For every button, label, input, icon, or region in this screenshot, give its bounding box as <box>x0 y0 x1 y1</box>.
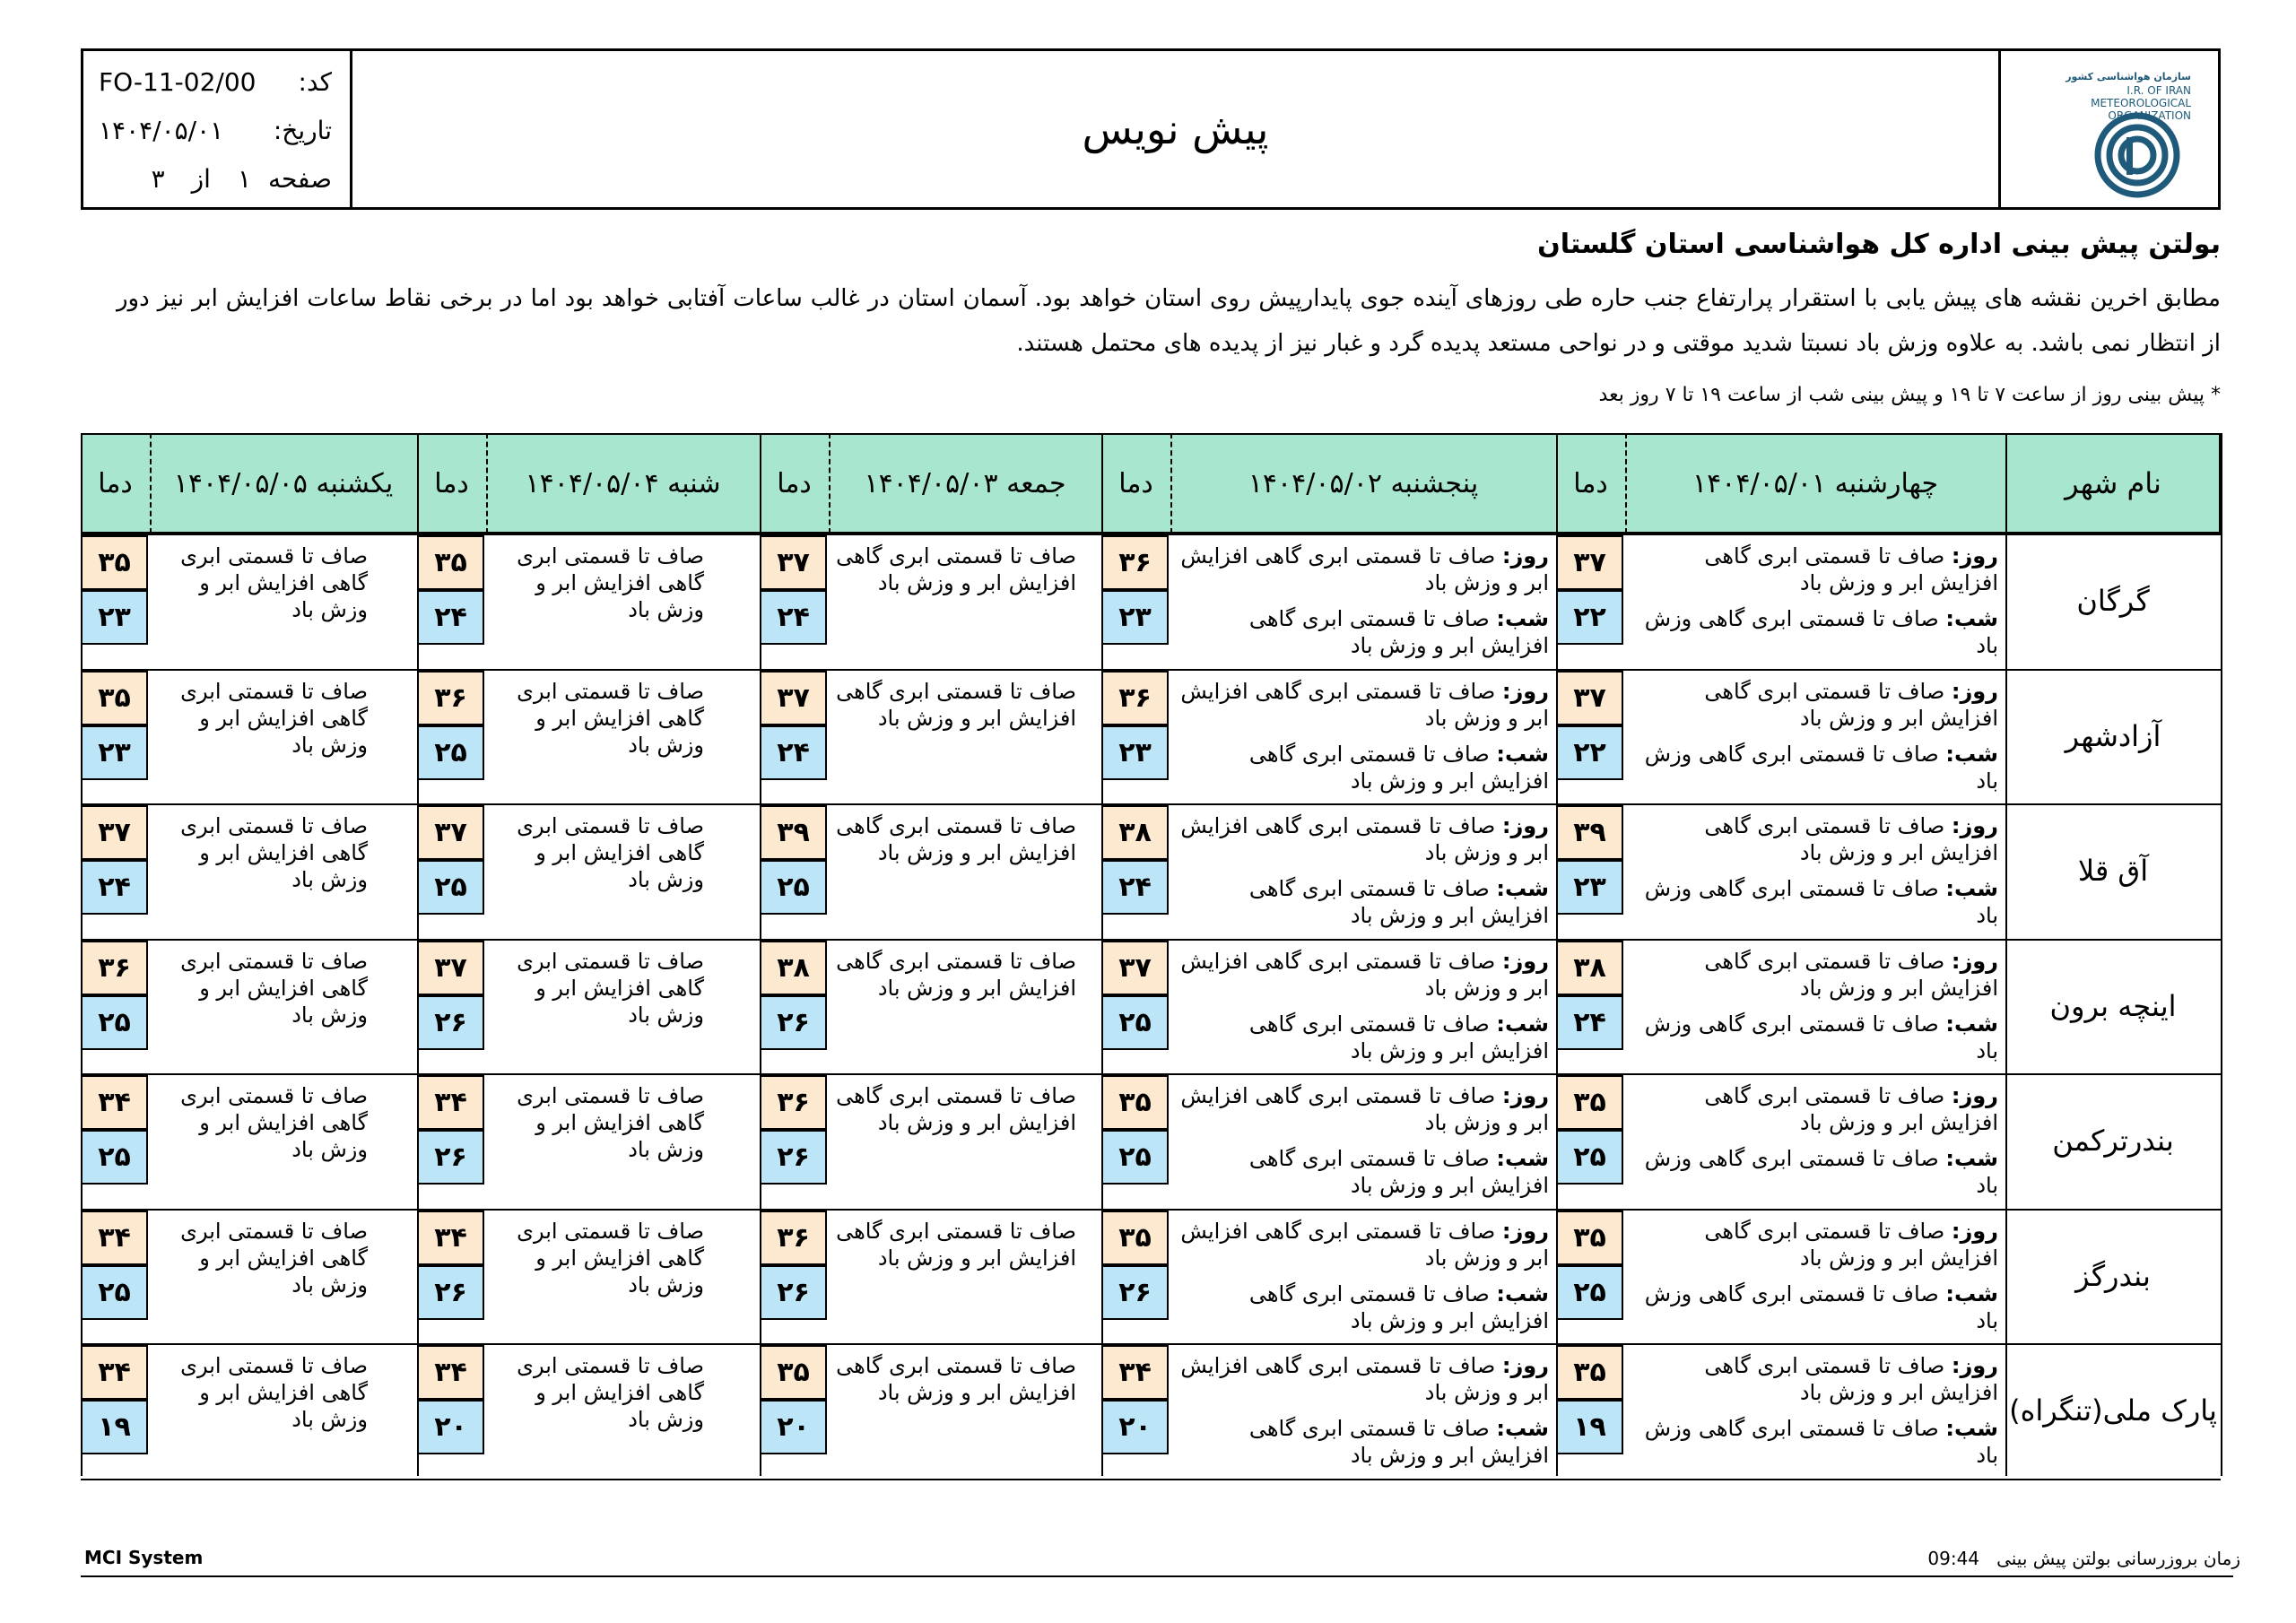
min-temp-cell: ۲۵ <box>1101 1130 1169 1185</box>
min-temp-cell: ۲۴ <box>81 860 148 915</box>
max-temp-cell: ۳۷ <box>417 941 484 995</box>
day-1-temp-header: دما <box>1573 467 1608 499</box>
day-label: روز: <box>1951 948 1998 974</box>
day-forecast-value: صاف تا قسمتی ابری گاهی افزایش ابر و وزش باد <box>1180 948 1549 1001</box>
max-temp-cell: ۳۴ <box>81 1345 148 1400</box>
min-temp-cell: ۲۴ <box>760 725 827 780</box>
night-forecast-text <box>1178 741 1549 794</box>
night-label: شب: <box>1945 606 1998 631</box>
min-temp-cell: ۱۹ <box>81 1400 148 1454</box>
max-temp-cell: ۳۴ <box>417 1211 484 1265</box>
min-temp-cell: ۲۵ <box>417 860 484 915</box>
max-temp-cell: ۳۵ <box>1556 1075 1623 1130</box>
min-temp-cell: ۲۶ <box>417 995 484 1050</box>
forecast-text: صاف تا قسمتی ابری گاهی افزایش ابر و وزش باد <box>180 813 368 892</box>
night-forecast-value: صاف تا قسمتی ابری گاهی افزایش ابر و وزش باد <box>1248 741 1549 794</box>
min-temp-cell: ۲۲ <box>1556 590 1623 645</box>
city-name: گرگان <box>2076 584 2150 619</box>
forecast-text: صاف تا قسمتی ابری گاهی افزایش ابر و وزش باد <box>517 813 704 892</box>
max-temp-cell: ۳۸ <box>1101 805 1169 860</box>
forecast-text: صاف تا قسمتی ابری گاهی افزایش ابر و وزش باد <box>836 543 1076 595</box>
day-5-header-divider <box>150 433 152 534</box>
day-4-header: شنبه ۱۴۰۴/۰۵/۰۴ <box>525 467 721 499</box>
code-value: FO-11-02/00 <box>99 66 257 97</box>
min-temp-cell: ۲۶ <box>1101 1265 1169 1320</box>
max-temp-cell: ۳۸ <box>760 941 827 995</box>
city-name: آزادشهر <box>2065 718 2161 753</box>
min-temp-cell: ۲۵ <box>1101 995 1169 1050</box>
max-temp-cell: ۳۶ <box>81 941 148 995</box>
day-forecast-text <box>1178 1218 1549 1271</box>
night-forecast-value: صاف تا قسمتی ابری گاهی وزش باد <box>1644 876 1998 928</box>
meteorological-organization-logo <box>2021 62 2200 198</box>
forecast-table <box>81 433 2221 1476</box>
night-label: شب: <box>1945 741 1998 767</box>
code-row <box>99 64 332 100</box>
max-temp-cell: ۳۴ <box>1101 1345 1169 1400</box>
day-4-header-divider <box>486 433 488 534</box>
day-3-header-divider <box>829 433 831 534</box>
min-temp-cell: ۲۳ <box>81 725 148 780</box>
max-temp-cell: ۳۹ <box>760 805 827 860</box>
footer-update-time: 09:44 <box>1927 1548 1980 1569</box>
night-label: شب: <box>1496 606 1549 631</box>
max-temp-cell: ۳۴ <box>417 1345 484 1400</box>
min-temp-cell: ۲۶ <box>417 1265 484 1320</box>
table-bottom-rule <box>81 1479 2221 1480</box>
day-forecast-text <box>1178 542 1549 596</box>
night-forecast-text <box>1178 1415 1549 1469</box>
page-current: ۱ <box>237 163 251 194</box>
day-forecast-text <box>1178 678 1549 732</box>
min-temp-cell: ۱۹ <box>1556 1400 1623 1454</box>
day-label: روز: <box>1501 543 1549 568</box>
table-top-rule <box>81 433 2221 435</box>
footer-update <box>1927 1548 2240 1569</box>
min-temp-cell: ۲۲ <box>1556 725 1623 780</box>
min-temp-cell: ۲۰ <box>760 1400 827 1454</box>
city-name: آق قلا <box>2077 854 2149 889</box>
min-temp-cell: ۲۴ <box>1556 995 1623 1050</box>
max-temp-cell: ۳۴ <box>417 1075 484 1130</box>
max-temp-cell: ۳۵ <box>1556 1211 1623 1265</box>
min-temp-cell: ۲۵ <box>1556 1265 1623 1320</box>
day-forecast-value: صاف تا قسمتی ابری گاهی افزایش ابر و وزش باد <box>1180 678 1549 731</box>
min-temp-cell: ۲۳ <box>1101 590 1169 645</box>
forecast-text: صاف تا قسمتی ابری گاهی افزایش ابر و وزش باد <box>517 1218 704 1298</box>
city-column-header: نام شهر <box>2065 466 2161 500</box>
code-label: کد: <box>298 66 332 97</box>
day-forecast-text <box>1632 1082 1998 1136</box>
day-forecast-value: صاف تا قسمتی ابری گاهی افزایش ابر و وزش باد <box>1704 1218 1998 1271</box>
max-temp-cell: ۳۵ <box>760 1345 827 1400</box>
day-3-temp-header: دما <box>777 467 812 499</box>
max-temp-cell: ۳۵ <box>1101 1075 1169 1130</box>
night-forecast-text <box>1632 1145 1998 1199</box>
max-temp-cell: ۳۵ <box>417 535 484 590</box>
forecast-text: صاف تا قسمتی ابری گاهی افزایش ابر و وزش باد <box>517 1353 704 1432</box>
page-of: از <box>191 163 211 194</box>
forecast-text: صاف تا قسمتی ابری گاهی افزایش ابر و وزش باد <box>517 948 704 1028</box>
forecast-text: صاف تا قسمتی ابری گاهی افزایش ابر و وزش باد <box>517 678 704 758</box>
night-label: شب: <box>1945 1280 1998 1306</box>
forecast-text: صاف تا قسمتی ابری گاهی افزایش ابر و وزش باد <box>180 678 368 758</box>
max-temp-cell: ۳۷ <box>81 805 148 860</box>
max-temp-cell: ۳۴ <box>81 1075 148 1130</box>
day-5-header: یکشنبه ۱۴۰۴/۰۵/۰۵ <box>173 467 394 499</box>
day-1-header: چهارشنبه ۱۴۰۴/۰۵/۰۱ <box>1692 467 1938 499</box>
night-forecast-value: صاف تا قسمتی ابری گاهی وزش باد <box>1644 1280 1998 1333</box>
page-number <box>152 164 251 194</box>
max-temp-cell: ۳۶ <box>1101 535 1169 590</box>
night-forecast-text <box>1178 1280 1549 1334</box>
min-temp-cell: ۲۵ <box>1556 1130 1623 1185</box>
day-forecast-value: صاف تا قسمتی ابری گاهی افزایش ابر و وزش باد <box>1180 1353 1549 1405</box>
table-vertical-rule <box>2221 433 2222 1476</box>
date-value: ۱۴۰۴/۰۵/۰۱ <box>99 115 224 145</box>
night-forecast-value: صاف تا قسمتی ابری گاهی وزش باد <box>1644 1416 1998 1468</box>
city-name: پارک ملی(تنگراه) <box>2009 1393 2217 1428</box>
max-temp-cell: ۳۶ <box>760 1211 827 1265</box>
max-temp-cell: ۳۵ <box>81 535 148 590</box>
night-forecast-value: صاف تا قسمتی ابری گاهی افزایش ابر و وزش باد <box>1248 1280 1549 1333</box>
forecast-text: صاف تا قسمتی ابری گاهی افزایش ابر و وزش باد <box>836 1218 1076 1271</box>
day-forecast-text <box>1632 812 1998 866</box>
min-temp-cell: ۲۵ <box>417 725 484 780</box>
day-forecast-value: صاف تا قسمتی ابری گاهی افزایش ابر و وزش باد <box>1180 543 1549 595</box>
min-temp-cell: ۲۴ <box>1101 860 1169 915</box>
min-temp-cell: ۲۵ <box>760 860 827 915</box>
date-label: تاریخ: <box>273 115 332 145</box>
max-temp-cell: ۳۵ <box>1556 1345 1623 1400</box>
forecast-text: صاف تا قسمتی ابری گاهی افزایش ابر و وزش باد <box>836 948 1076 1001</box>
night-label: شب: <box>1496 1280 1549 1306</box>
night-label: شب: <box>1945 1416 1998 1441</box>
city-name: بندرترکمن <box>2052 1124 2174 1159</box>
footer-rule <box>81 1575 2233 1577</box>
night-forecast-text <box>1632 605 1998 659</box>
page-row <box>99 161 332 196</box>
night-forecast-value: صاف تا قسمتی ابری گاهی افزایش ابر و وزش باد <box>1248 606 1549 658</box>
night-label: شب: <box>1945 1146 1998 1171</box>
day-forecast-value: صاف تا قسمتی ابری گاهی افزایش ابر و وزش باد <box>1180 1083 1549 1135</box>
forecast-text: صاف تا قسمتی ابری گاهی افزایش ابر و وزش باد <box>517 543 704 622</box>
max-temp-cell: ۳۶ <box>1101 671 1169 725</box>
min-temp-cell: ۲۳ <box>1556 860 1623 915</box>
night-forecast-value: صاف تا قسمتی ابری گاهی افزایش ابر و وزش باد <box>1248 1011 1549 1063</box>
day-forecast-value: صاف تا قسمتی ابری گاهی افزایش ابر و وزش باد <box>1704 678 1998 731</box>
night-forecast-text <box>1632 741 1998 794</box>
night-forecast-value: صاف تا قسمتی ابری گاهی وزش باد <box>1644 741 1998 794</box>
day-label: روز: <box>1951 1083 1998 1108</box>
day-forecast-text <box>1632 1352 1998 1406</box>
day-2-header-divider <box>1170 433 1172 534</box>
max-temp-cell: ۳۷ <box>760 671 827 725</box>
max-temp-cell: ۳۷ <box>1556 535 1623 590</box>
night-label: شب: <box>1496 1146 1549 1171</box>
day-label: روز: <box>1501 1218 1549 1244</box>
day-forecast-text <box>1632 1218 1998 1271</box>
max-temp-cell: ۳۸ <box>1556 941 1623 995</box>
forecast-text: صاف تا قسمتی ابری گاهی افزایش ابر و وزش باد <box>180 1218 368 1298</box>
page-label: صفحه <box>267 163 332 194</box>
footer-system: MCI System <box>84 1547 204 1568</box>
city-name: اینچه برون <box>2049 988 2177 1023</box>
forecast-text: صاف تا قسمتی ابری گاهی افزایش ابر و وزش باد <box>836 813 1076 865</box>
day-label: روز: <box>1951 678 1998 704</box>
day-forecast-value: صاف تا قسمتی ابری گاهی افزایش ابر و وزش باد <box>1704 543 1998 595</box>
night-forecast-text <box>1632 875 1998 929</box>
min-temp-cell: ۲۵ <box>81 995 148 1050</box>
min-temp-cell: ۲۶ <box>760 995 827 1050</box>
day-forecast-text <box>1632 542 1998 596</box>
day-forecast-value: صاف تا قسمتی ابری گاهی افزایش ابر و وزش باد <box>1704 1353 1998 1405</box>
day-2-header: پنجشنبه ۱۴۰۴/۰۵/۰۲ <box>1248 467 1479 499</box>
max-temp-cell: ۳۴ <box>81 1211 148 1265</box>
day-forecast-value: صاف تا قسمتی ابری گاهی افزایش ابر و وزش باد <box>1704 1083 1998 1135</box>
night-label: شب: <box>1945 1011 1998 1037</box>
night-label: شب: <box>1945 876 1998 901</box>
min-temp-cell: ۲۴ <box>417 590 484 645</box>
max-temp-cell: ۳۵ <box>1101 1211 1169 1265</box>
footer-update-label: زمان بروزرسانی بولتن پیش بینی <box>1996 1548 2240 1569</box>
forecast-text: صاف تا قسمتی ابری گاهی افزایش ابر و وزش باد <box>517 1083 704 1162</box>
document-title: پیش نویس <box>1082 105 1269 153</box>
day-label: روز: <box>1501 1083 1549 1108</box>
night-forecast-text <box>1632 1011 1998 1064</box>
bulletin-title: بولتن پیش بینی اداره کل هواشناسی استان گلستان <box>1537 229 2221 260</box>
day-label: روز: <box>1501 948 1549 974</box>
night-forecast-text <box>1632 1415 1998 1469</box>
min-temp-cell: ۲۳ <box>81 590 148 645</box>
min-temp-cell: ۲۶ <box>760 1130 827 1185</box>
night-forecast-text <box>1632 1280 1998 1334</box>
day-forecast-value: صاف تا قسمتی ابری گاهی افزایش ابر و وزش باد <box>1180 813 1549 865</box>
night-label: شب: <box>1496 876 1549 901</box>
day-5-temp-header: دما <box>98 467 133 499</box>
day-label: روز: <box>1501 1353 1549 1378</box>
night-forecast-value: صاف تا قسمتی ابری گاهی افزایش ابر و وزش باد <box>1248 876 1549 928</box>
night-forecast-value: صاف تا قسمتی ابری گاهی افزایش ابر و وزش باد <box>1248 1416 1549 1468</box>
logo-text-en-3: ORGANIZATION <box>2108 109 2191 122</box>
max-temp-cell: ۳۷ <box>1101 941 1169 995</box>
day-label: روز: <box>1501 813 1549 838</box>
max-temp-cell: ۳۶ <box>760 1075 827 1130</box>
forecast-text: صاف تا قسمتی ابری گاهی افزایش ابر و وزش باد <box>180 1083 368 1162</box>
max-temp-cell: ۳۷ <box>417 805 484 860</box>
max-temp-cell: ۳۶ <box>417 671 484 725</box>
forecast-text: صاف تا قسمتی ابری گاهی افزایش ابر و وزش باد <box>180 1353 368 1432</box>
page-total: ۳ <box>151 163 165 194</box>
night-forecast-text <box>1178 605 1549 659</box>
night-forecast-value: صاف تا قسمتی ابری گاهی وزش باد <box>1644 606 1998 658</box>
night-forecast-value: صاف تا قسمتی ابری گاهی وزش باد <box>1644 1146 1998 1198</box>
logo-text-fa: سازمان هواشناسی کشور <box>2066 71 2191 82</box>
max-temp-cell: ۳۹ <box>1556 805 1623 860</box>
city-name: بندرگز <box>2075 1258 2151 1293</box>
min-temp-cell: ۲۰ <box>417 1400 484 1454</box>
day-label: روز: <box>1951 1218 1998 1244</box>
night-label: شب: <box>1496 1011 1549 1037</box>
day-forecast-text <box>1178 1352 1549 1406</box>
night-forecast-value: صاف تا قسمتی ابری گاهی افزایش ابر و وزش باد <box>1248 1146 1549 1198</box>
min-temp-cell: ۲۵ <box>81 1130 148 1185</box>
day-forecast-text <box>1632 948 1998 1002</box>
document-header <box>81 48 2221 210</box>
day-label: روز: <box>1501 678 1549 704</box>
day-4-temp-header: دما <box>434 467 469 499</box>
day-label: روز: <box>1951 813 1998 838</box>
night-forecast-text <box>1178 1145 1549 1199</box>
day-forecast-text <box>1178 948 1549 1002</box>
min-temp-cell: ۲۶ <box>417 1130 484 1185</box>
day-forecast-text <box>1178 1082 1549 1136</box>
logo-text-en-2: METEOROLOGICAL <box>2091 97 2191 109</box>
min-temp-cell: ۲۳ <box>1101 725 1169 780</box>
max-temp-cell: ۳۵ <box>81 671 148 725</box>
day-forecast-value: صاف تا قسمتی ابری گاهی افزایش ابر و وزش باد <box>1704 813 1998 865</box>
forecast-text: صاف تا قسمتی ابری گاهی افزایش ابر و وزش باد <box>836 1353 1076 1405</box>
night-forecast-text <box>1178 875 1549 929</box>
day-2-temp-header: دما <box>1118 467 1153 499</box>
date-row <box>99 112 332 148</box>
day-forecast-value: صاف تا قسمتی ابری گاهی افزایش ابر و وزش باد <box>1704 948 1998 1001</box>
day-3-header: جمعه ۱۴۰۴/۰۵/۰۳ <box>864 467 1066 499</box>
min-temp-cell: ۲۰ <box>1101 1400 1169 1454</box>
forecast-text: صاف تا قسمتی ابری گاهی افزایش ابر و وزش باد <box>180 948 368 1028</box>
forecast-text: صاف تا قسمتی ابری گاهی افزایش ابر و وزش باد <box>180 543 368 622</box>
day-1-header-divider <box>1625 433 1627 534</box>
max-temp-cell: ۳۷ <box>760 535 827 590</box>
day-forecast-text <box>1178 812 1549 866</box>
max-temp-cell: ۳۷ <box>1556 671 1623 725</box>
forecast-text: صاف تا قسمتی ابری گاهی افزایش ابر و وزش باد <box>836 1083 1076 1135</box>
day-forecast-value: صاف تا قسمتی ابری گاهی افزایش ابر و وزش باد <box>1180 1218 1549 1271</box>
day-label: روز: <box>1951 1353 1998 1378</box>
min-temp-cell: ۲۶ <box>760 1265 827 1320</box>
min-temp-cell: ۲۴ <box>760 590 827 645</box>
night-label: شب: <box>1496 1416 1549 1441</box>
day-forecast-text <box>1632 678 1998 732</box>
forecast-text: صاف تا قسمتی ابری گاهی افزایش ابر و وزش باد <box>836 678 1076 731</box>
night-label: شب: <box>1496 741 1549 767</box>
logo-cell <box>1998 51 2218 207</box>
day-label: روز: <box>1951 543 1998 568</box>
bulletin-note: * پیش بینی روز از ساعت ۷ تا ۱۹ و پیش بینی شب از ساعت ۱۹ تا ۷ روز بعد <box>1598 384 2221 406</box>
min-temp-cell: ۲۵ <box>81 1265 148 1320</box>
document-meta <box>83 51 352 207</box>
logo-text-en-1: I.R. OF IRAN <box>2126 84 2191 97</box>
night-forecast-text <box>1178 1011 1549 1064</box>
night-forecast-value: صاف تا قسمتی ابری گاهی وزش باد <box>1644 1011 1998 1063</box>
bulletin-description: مطابق اخرین نقشه های پیش یابی با استقرار پرارتفاع جنب حاره طی روزهای آینده جوی پایدارپیش روی استان خواهد بود. آسمان استان در غالب ساعات آفتابی خواهد بود اما در برخی نقاط ساعات افزایش ابر نیز دور از انتظار نمی باشد. به علاوه وزش باد نسبتا شدید موقتی و در نواحی مستعد پدیده گرد و غبار نیز از پدیده های محتمل هستند. <box>117 285 2221 357</box>
